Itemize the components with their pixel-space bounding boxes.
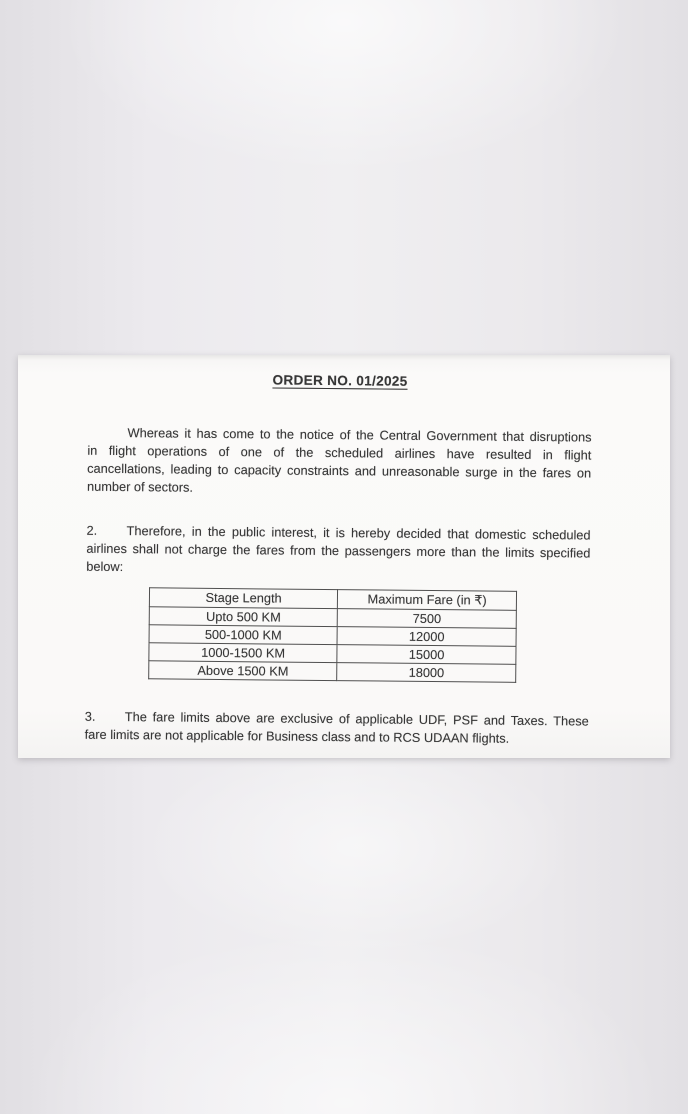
table-cell: 500-1000 KM — [149, 625, 338, 645]
table-cell: Above 1500 KM — [149, 661, 338, 681]
table-cell: 1000-1500 KM — [149, 643, 338, 663]
paragraph-line: 3. The fare limits above are exclusive of applicable UDF, PSF and Taxes. These — [84, 708, 589, 729]
fare-table-column-header: Stage Length — [149, 588, 338, 609]
paragraph-line: cancellations, leading to capacity constraints and unreasonable surge in the fares on — [87, 460, 592, 481]
paragraph-whereas — [87, 424, 592, 501]
table-cell: 7500 — [338, 609, 517, 629]
order-title: ORDER NO. 01/2025 — [272, 372, 408, 389]
paragraph-line: fare limits are not applicable for Business class and to RCS UDAAN flights. — [84, 726, 510, 746]
paragraph-line: 2. Therefore, in the public interest, it is hereby decided that domestic scheduled — [86, 522, 591, 543]
paragraph-line: Whereas it has come to the notice of the Central Government that disruptions — [127, 425, 592, 445]
table-cell: Upto 500 KM — [149, 607, 338, 627]
paragraph-fare-decision — [86, 522, 590, 581]
table-cell: 12000 — [337, 627, 516, 647]
paragraph-line: number of sectors. — [86, 478, 194, 495]
paragraph-line: airlines shall not charge the fares from the passengers more than the limits specified — [86, 540, 591, 561]
paragraph-line: in flight operations of one of the scheduled airlines have resulted in flight — [87, 442, 592, 463]
document-page — [18, 355, 670, 758]
paragraph-number: 3. — [84, 708, 96, 724]
table-cell: 15000 — [337, 645, 516, 665]
fare-limit-table — [148, 587, 517, 683]
paragraph-line: below: — [86, 558, 124, 575]
paragraph-number: 2. — [86, 522, 98, 538]
paragraph-exclusions — [85, 708, 589, 749]
table-cell: 18000 — [337, 663, 516, 683]
table-row — [149, 661, 516, 683]
document-content — [84, 355, 592, 763]
fare-table-body — [149, 607, 517, 683]
fare-table-column-header: Maximum Fare (in ₹) — [338, 590, 517, 611]
